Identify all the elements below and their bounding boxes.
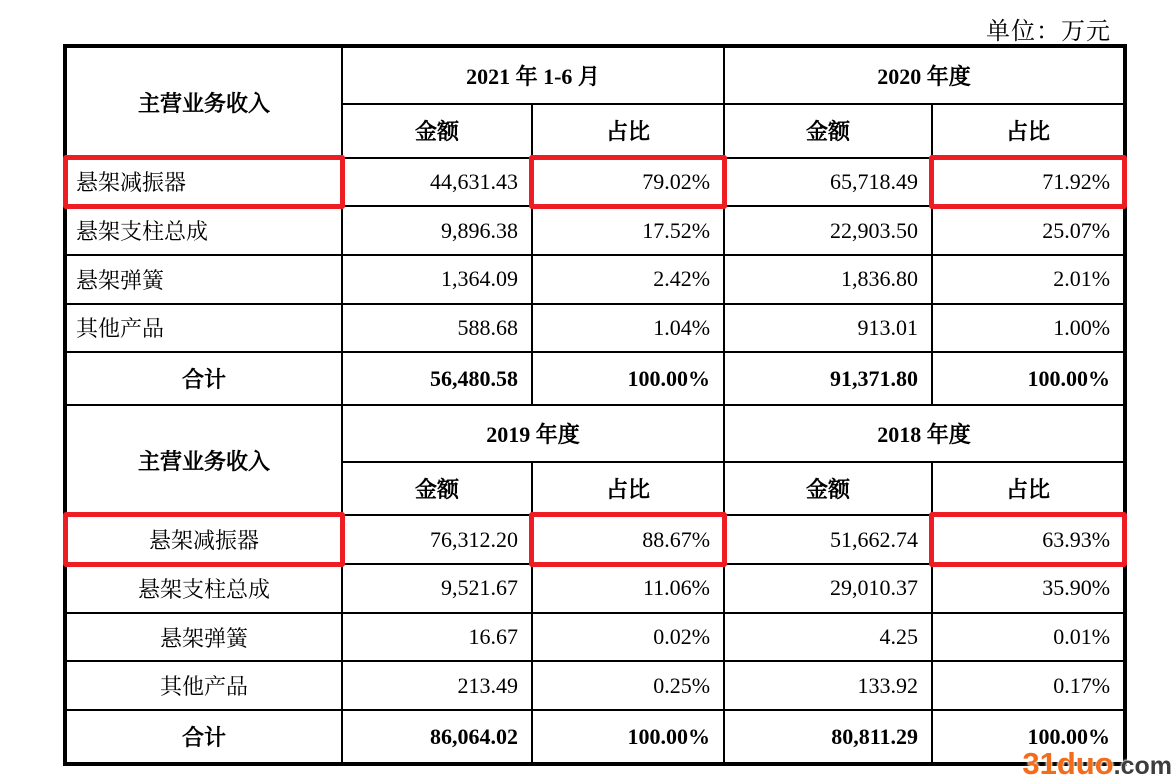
amount-cell: 29,010.37: [724, 564, 932, 613]
section2-period2-amount-header: 金额: [724, 462, 932, 516]
watermark: [1022, 746, 1172, 782]
total-label-cell: 合计: [65, 710, 342, 764]
amount-cell: 1,364.09: [342, 255, 532, 304]
amount-cell: 16.67: [342, 613, 532, 662]
total-amount-cell: 91,371.80: [724, 352, 932, 405]
share-cell: 17.52%: [532, 206, 724, 255]
section1-period2-header: 2020 年度: [724, 46, 1125, 104]
section2-period2-share-header: 占比: [932, 462, 1125, 516]
section1-year-header-row: [65, 46, 1125, 104]
share-cell: 0.01%: [932, 613, 1125, 662]
amount-cell: 76,312.20: [342, 515, 532, 564]
section1-period2-amount-header: 金额: [724, 104, 932, 158]
section1-period1-amount-header: 金额: [342, 104, 532, 158]
amount-cell: 213.49: [342, 661, 532, 710]
total-share-cell: 100.00%: [932, 710, 1125, 764]
amount-cell: 22,903.50: [724, 206, 932, 255]
share-cell: 2.42%: [532, 255, 724, 304]
share-value: 71.92%: [1042, 168, 1111, 194]
unit-label: 单位：万元: [986, 19, 1111, 45]
section2-period2-header: 2018 年度: [724, 405, 1125, 462]
section1-period1-share-header: 占比: [532, 104, 724, 158]
share-value: 79.02%: [642, 168, 711, 194]
section2-period1-header: 2019 年度: [342, 405, 724, 462]
section1-period2-share-header: 占比: [932, 104, 1125, 158]
product-label-cell: 悬架支柱总成: [65, 206, 342, 255]
amount-cell: 9,896.38: [342, 206, 532, 255]
share-cell: 11.06%: [532, 564, 724, 613]
section2-period1-amount-header: 金额: [342, 462, 532, 516]
share-cell: 1.00%: [932, 304, 1125, 353]
section2-stub-header: 主营业务收入: [65, 405, 342, 516]
share-cell: [932, 158, 1125, 207]
product-label: 悬架减振器: [76, 170, 187, 196]
amount-cell: 588.68: [342, 304, 532, 353]
share-cell: 0.17%: [932, 661, 1125, 710]
share-cell: 0.25%: [532, 661, 724, 710]
total-amount-cell: 56,480.58: [342, 352, 532, 405]
product-label-cell: 悬架支柱总成: [65, 564, 342, 613]
table-row: [65, 158, 1125, 207]
total-share-cell: 100.00%: [532, 352, 724, 405]
main-revenue-table: [63, 44, 1127, 766]
share-cell: 25.07%: [932, 206, 1125, 255]
table-row: [65, 206, 1125, 255]
amount-cell: 4.25: [724, 613, 932, 662]
amount-cell: 913.01: [724, 304, 932, 353]
amount-cell: 9,521.67: [342, 564, 532, 613]
product-label-cell: [65, 158, 342, 207]
share-cell: [532, 158, 724, 207]
product-label-cell: 悬架弹簧: [65, 613, 342, 662]
total-share-cell: 100.00%: [532, 710, 724, 764]
total-row: [65, 710, 1125, 764]
watermark-brand: 31duo: [1022, 746, 1114, 781]
product-label-cell: 其他产品: [65, 304, 342, 353]
table-row: [65, 661, 1125, 710]
total-amount-cell: 86,064.02: [342, 710, 532, 764]
product-label: 悬架减振器: [148, 528, 259, 554]
table-row: [65, 564, 1125, 613]
share-cell: 35.90%: [932, 564, 1125, 613]
section1-period1-header: 2021 年 1-6 月: [342, 46, 724, 104]
table-row: [65, 613, 1125, 662]
product-label-cell: 悬架弹簧: [65, 255, 342, 304]
share-cell: 2.01%: [932, 255, 1125, 304]
amount-cell: 44,631.43: [342, 158, 532, 207]
watermark-suffix: .com: [1113, 752, 1172, 780]
share-cell: [932, 515, 1125, 564]
table-row: [65, 255, 1125, 304]
share-value: 88.67%: [642, 526, 711, 552]
total-share-cell: 100.00%: [932, 352, 1125, 405]
total-row: [65, 352, 1125, 405]
amount-cell: 1,836.80: [724, 255, 932, 304]
section2-year-header-row: [65, 405, 1125, 462]
section2-period1-share-header: 占比: [532, 462, 724, 516]
table-row: [65, 515, 1125, 564]
total-amount-cell: 80,811.29: [724, 710, 932, 764]
amount-cell: 51,662.74: [724, 515, 932, 564]
total-label-cell: 合计: [65, 352, 342, 405]
share-cell: 0.02%: [532, 613, 724, 662]
share-cell: 1.04%: [532, 304, 724, 353]
table-row: [65, 304, 1125, 353]
product-label-cell: [65, 515, 342, 564]
amount-cell: 65,718.49: [724, 158, 932, 207]
section1-stub-header: 主营业务收入: [65, 46, 342, 158]
share-cell: [532, 515, 724, 564]
share-value: 63.93%: [1042, 526, 1111, 552]
amount-cell: 133.92: [724, 661, 932, 710]
product-label-cell: 其他产品: [65, 661, 342, 710]
